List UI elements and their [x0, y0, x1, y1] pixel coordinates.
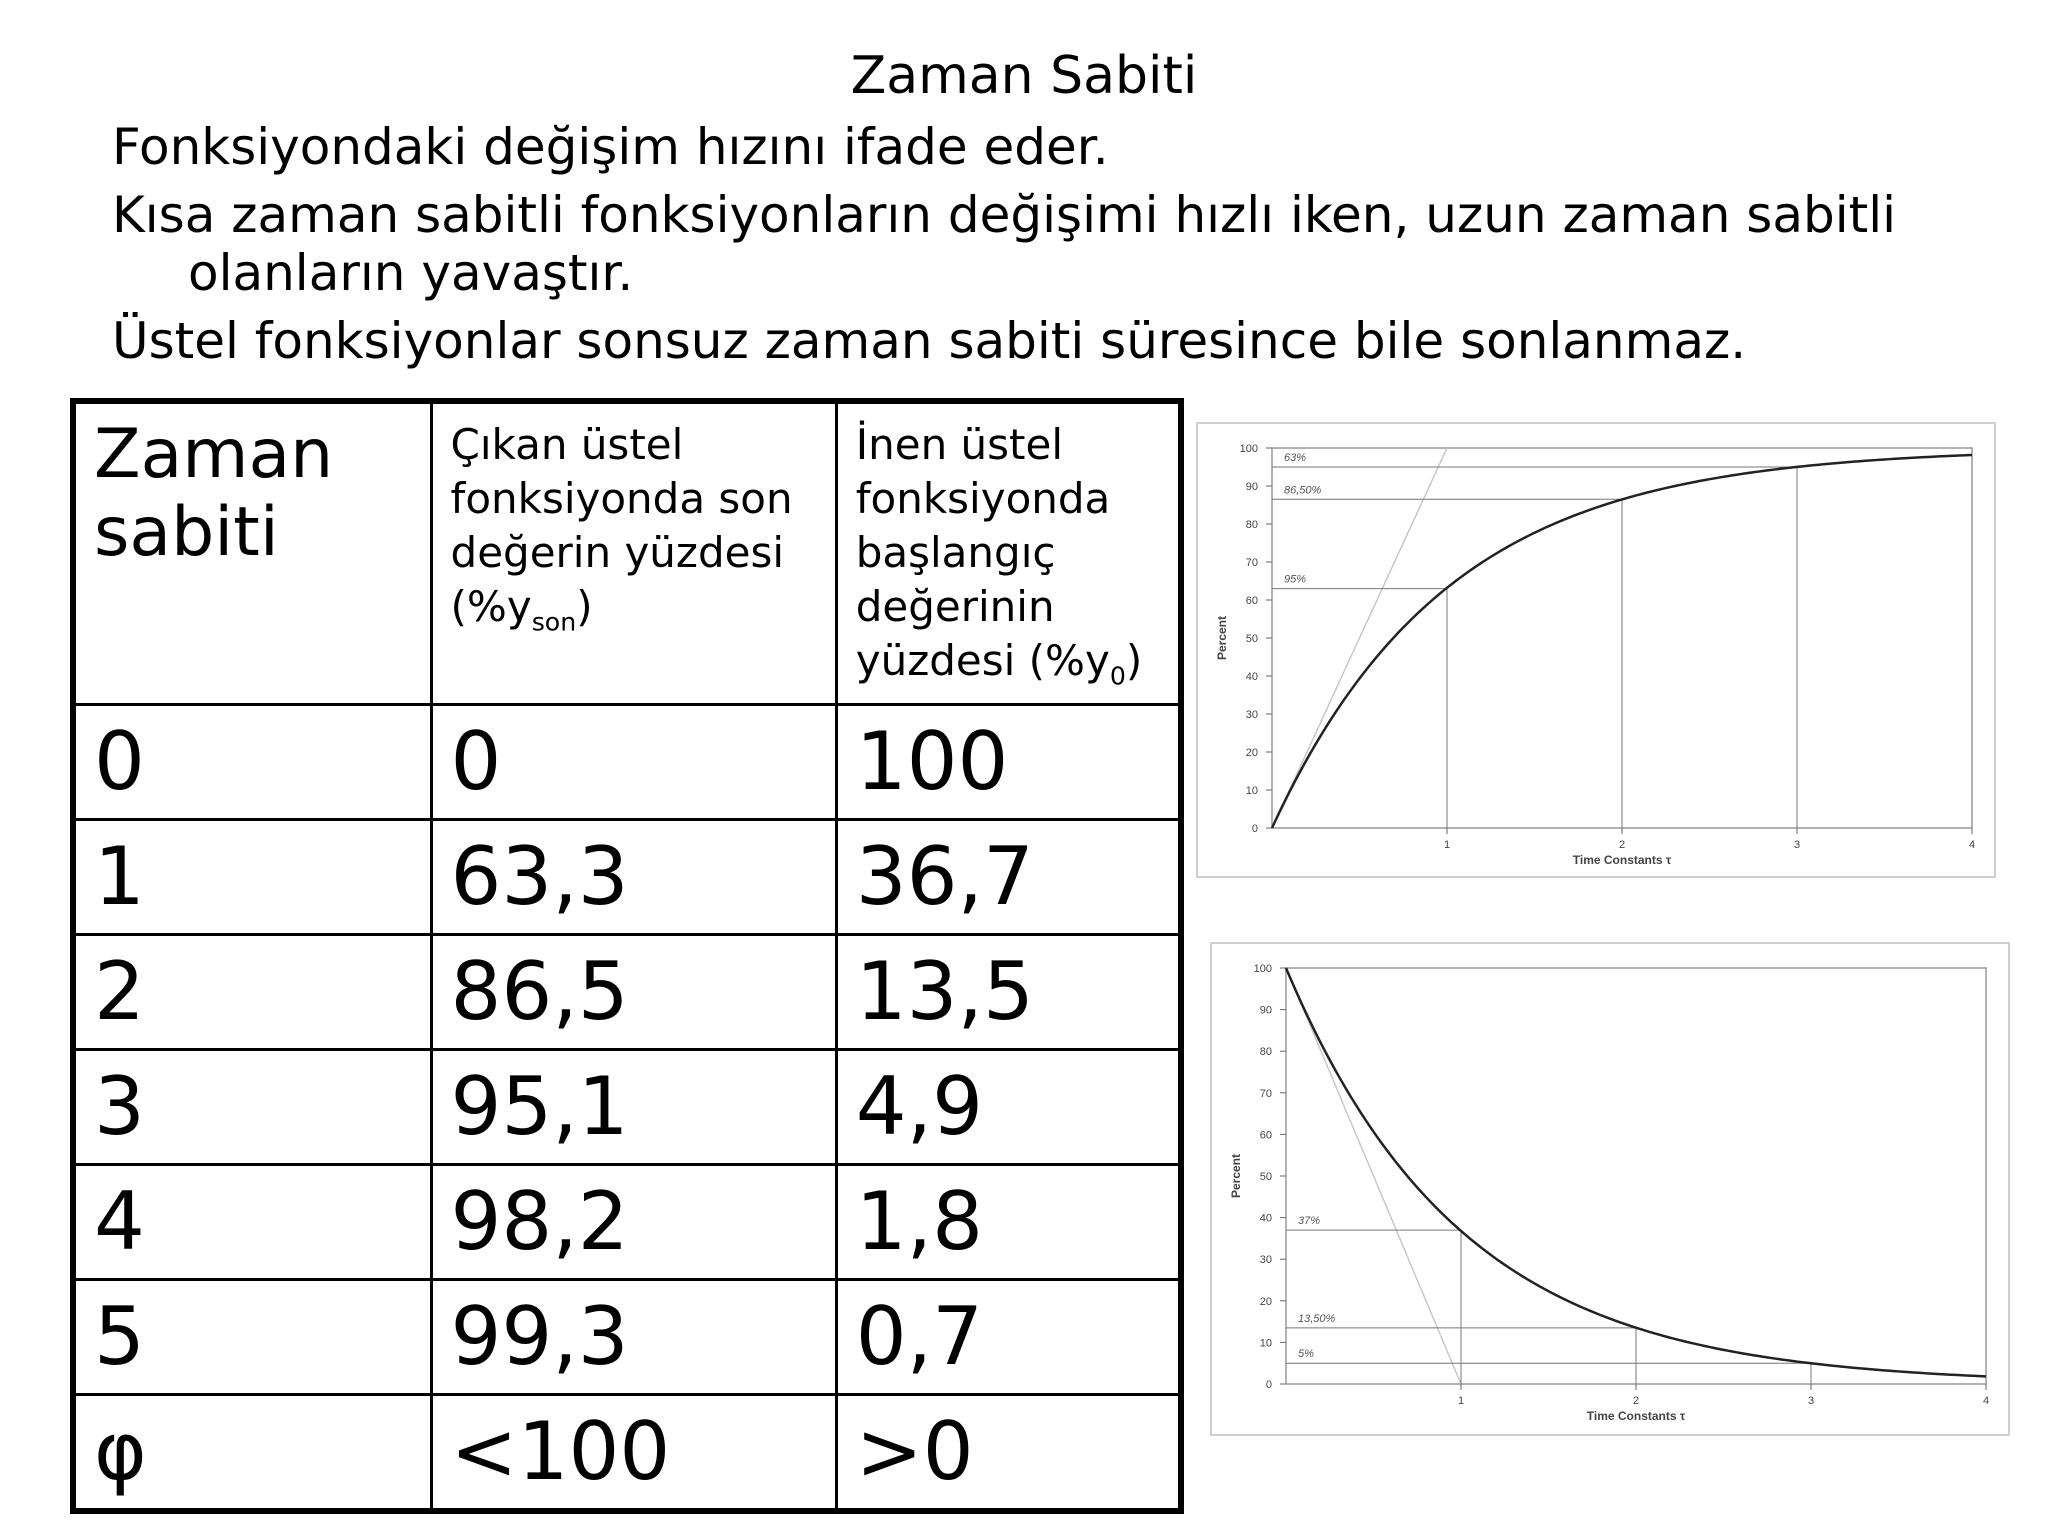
y-tick-label: 90: [1259, 1004, 1272, 1017]
cell-rising: <100: [431, 1395, 836, 1512]
plot-frame: [1286, 968, 1986, 1384]
x-axis-label: Time Constants τ: [1572, 853, 1672, 867]
y-axis-label: Percent: [1215, 615, 1229, 661]
y-tick-label: 70: [1259, 1087, 1272, 1100]
x-tick-label: 4: [1968, 839, 1976, 851]
annotation-label: 63%: [1284, 452, 1307, 464]
rising-exponential-chart: [1196, 422, 1996, 878]
y-tick-label: 10: [1245, 785, 1258, 797]
x-tick-label: 1: [1443, 839, 1451, 851]
cell-rising: 0: [431, 705, 836, 820]
header-time-constant: Zaman sabiti: [73, 401, 431, 705]
table-row: [73, 1395, 1181, 1512]
y-tick-label: 20: [1245, 747, 1258, 759]
table-row: [73, 820, 1181, 935]
table-header-row: [73, 401, 1181, 705]
cell-falling: 0,7: [836, 1280, 1181, 1395]
annotation-label: 5%: [1298, 1348, 1314, 1361]
y-tick-label: 0: [1265, 1379, 1272, 1391]
cell-falling: 100: [836, 705, 1181, 820]
cell-tau: 0: [73, 705, 431, 820]
x-tick-label: 2: [1632, 1395, 1640, 1407]
y-tick-label: 70: [1245, 557, 1258, 569]
y-axis-label: Percent: [1229, 1153, 1243, 1199]
series-line: [1286, 968, 1986, 1376]
y-tick-label: 50: [1245, 633, 1258, 645]
cell-tau: 1: [73, 820, 431, 935]
y-tick-label: 60: [1259, 1129, 1272, 1142]
table-row: [73, 1280, 1181, 1395]
slide-title: Zaman Sabiti: [850, 46, 1198, 106]
cell-tau: 4: [73, 1165, 431, 1280]
header-falling: İnen üstel fonksiyonda başlangıç değerinin yüzdesi $(\%y_0)$: [836, 401, 1181, 705]
y-tick-label: 20: [1259, 1295, 1272, 1308]
cell-rising: 95,1: [431, 1050, 836, 1165]
header-rising: Çıkan üstel fonksiyonda son değerin yüzdesi $(\%y_{son})$: [431, 401, 836, 705]
y-tick-label: 100: [1239, 443, 1258, 455]
annotation-label: 13,50%: [1298, 1312, 1336, 1325]
y-tick-label: 80: [1259, 1046, 1272, 1059]
y-tick-label: 0: [1251, 823, 1258, 835]
falling-exponential-chart: [1210, 942, 2010, 1436]
falling-chart-svg: [1212, 944, 2008, 1434]
table-row: [73, 1165, 1181, 1280]
y-tick-label: 100: [1253, 963, 1272, 975]
y-tick-label: 30: [1245, 709, 1258, 721]
y-tick-label: 90: [1245, 481, 1258, 493]
cell-falling: 1,8: [836, 1165, 1181, 1280]
y-tick-label: 60: [1245, 595, 1258, 607]
cell-falling: 13,5: [836, 935, 1181, 1050]
cell-tau: φ: [73, 1395, 431, 1512]
x-tick-label: 2: [1618, 839, 1626, 851]
table-row: [73, 935, 1181, 1050]
annotation-label: 86,50%: [1284, 484, 1322, 497]
cell-rising: 63,3: [431, 820, 836, 935]
text-line-3: Üstel fonksiyonlar sonsuz zaman sabiti süresince bile sonlanmaz.: [112, 312, 1747, 370]
text-line-2-cont: olanların yavaştır.: [188, 244, 634, 302]
y-tick-label: 30: [1259, 1254, 1272, 1267]
cell-tau: 2: [73, 935, 431, 1050]
y-tick-label: 80: [1245, 519, 1258, 531]
text-line-2: Kısa zaman sabitli fonksiyonların değişimi hızlı iken, uzun zaman sabitli: [112, 186, 1896, 244]
cell-tau: 3: [73, 1050, 431, 1165]
x-tick-label: 1: [1457, 1395, 1465, 1407]
annotation-label: 37%: [1298, 1215, 1321, 1228]
cell-falling: 36,7: [836, 820, 1181, 935]
x-tick-label: 3: [1793, 839, 1801, 851]
time-constant-table: [70, 398, 1184, 1514]
y-tick-label: 40: [1259, 1212, 1272, 1225]
table-row: [73, 1050, 1181, 1165]
x-axis-label: Time Constants τ: [1586, 1409, 1686, 1423]
y-tick-label: 50: [1259, 1171, 1272, 1183]
y-tick-label: 40: [1245, 671, 1258, 683]
cell-rising: 98,2: [431, 1165, 836, 1280]
x-tick-label: 4: [1982, 1395, 1990, 1407]
cell-rising: 99,3: [431, 1280, 836, 1395]
x-tick-label: 3: [1807, 1395, 1815, 1407]
cell-falling: 4,9: [836, 1050, 1181, 1165]
annotation-label: 95%: [1284, 573, 1307, 586]
rising-chart-svg: [1198, 424, 1994, 876]
cell-rising: 86,5: [431, 935, 836, 1050]
text-line-1: Fonksiyondaki değişim hızını ifade eder.: [112, 118, 1109, 176]
cell-falling: >0: [836, 1395, 1181, 1512]
cell-tau: 5: [73, 1280, 431, 1395]
y-tick-label: 10: [1259, 1337, 1272, 1350]
table-row: [73, 705, 1181, 820]
tangent-line: [1272, 448, 1447, 828]
